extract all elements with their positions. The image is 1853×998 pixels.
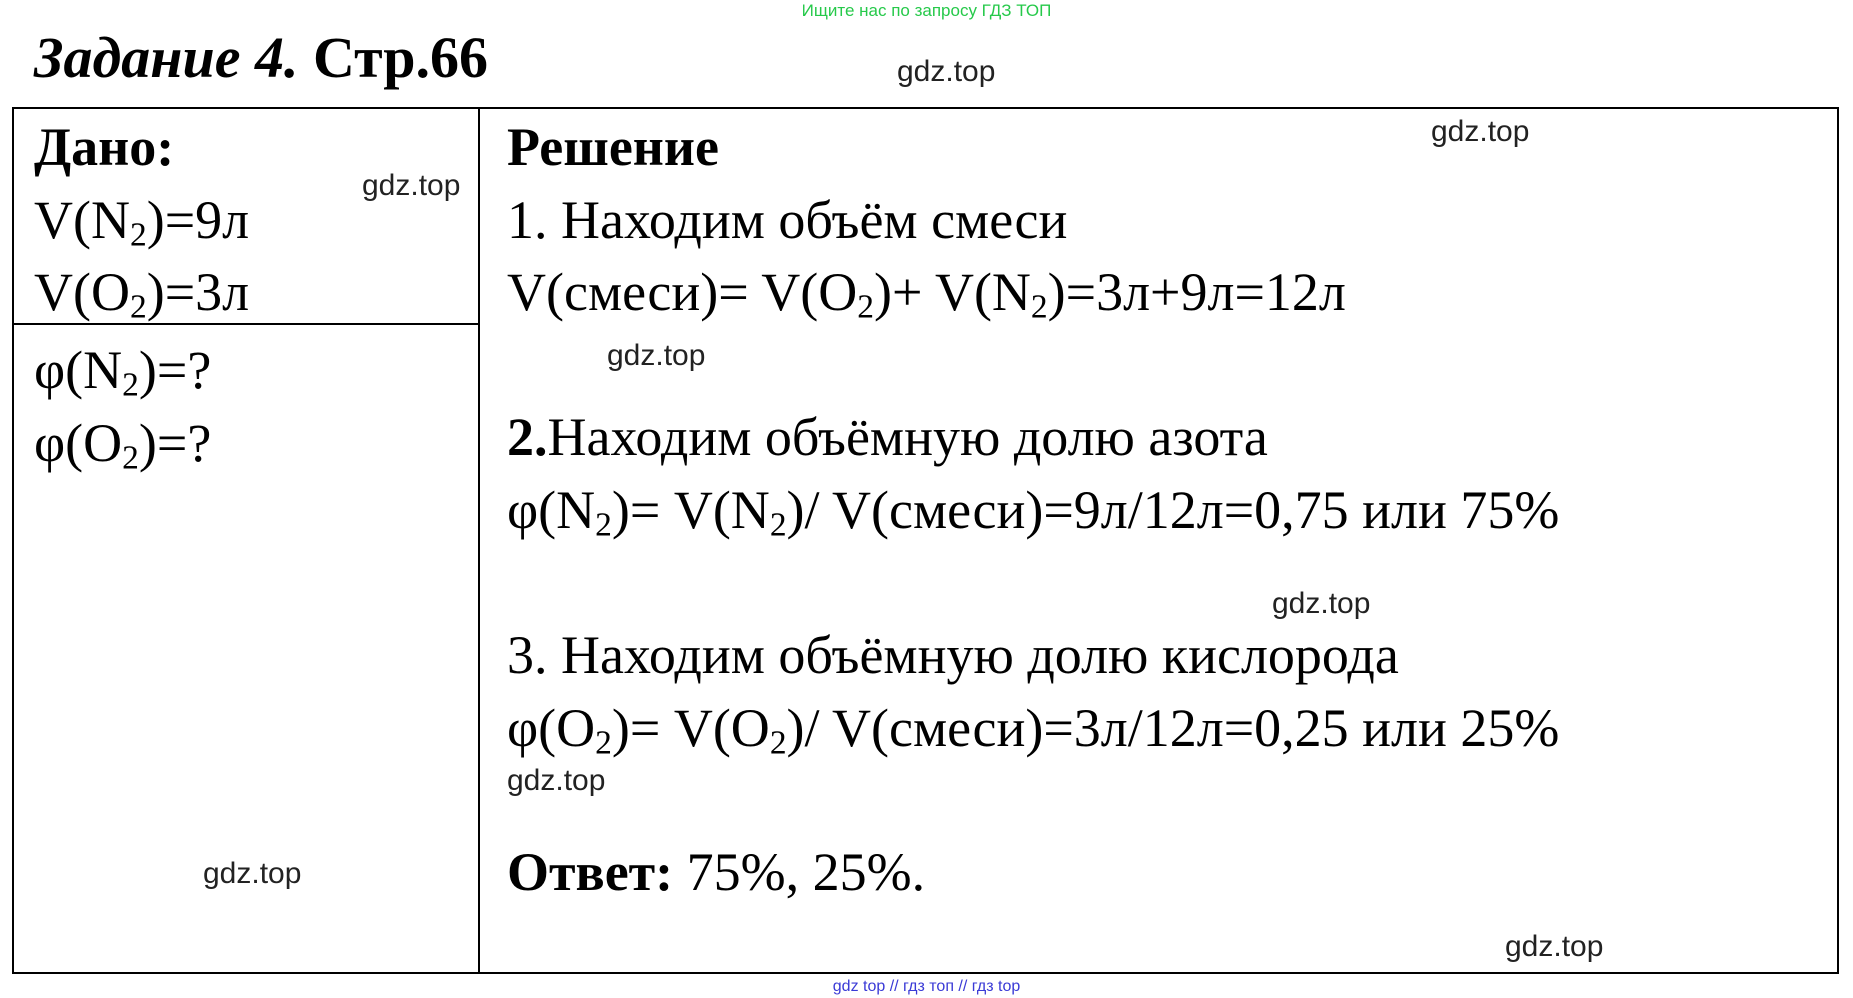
watermark: gdz.top <box>362 169 461 202</box>
find-item-o2: $\varphi(O_2)=$? <box>34 413 212 477</box>
bottom-banner: gdz top // гдз топ // гдз top <box>832 978 1021 995</box>
watermark: gdz.top <box>507 764 606 797</box>
solution-heading: Решение <box>507 117 719 177</box>
find-item-n2: $\varphi(N_2)=$? <box>34 340 212 404</box>
title-page: Стр.66 <box>312 25 489 90</box>
title-task: Задание 4. <box>34 25 299 90</box>
step2-number: 2. <box>507 407 548 467</box>
watermark: gdz.top <box>1272 587 1371 620</box>
watermark: gdz.top <box>1431 115 1530 148</box>
watermark: gdz.top <box>203 857 302 890</box>
watermark: gdz.top <box>607 339 706 372</box>
table-column-divider <box>478 107 480 974</box>
given-item-o2: $V(O_2)=3л$ <box>34 262 250 326</box>
top-banner: Ищите нас по запросу ГДЗ ТОП <box>801 1 1052 20</box>
step2-formula: $\varphi(N_2)= V(N_2)/$ V(смеси)=9л/12л=0,75 или 75% <box>507 480 1560 544</box>
answer <box>507 842 926 902</box>
given-heading: Дано: <box>34 117 175 177</box>
given-item-n2: $V(N_2)=9л$ <box>34 190 250 254</box>
step1-title: 1. Находим объём смеси <box>507 190 1068 250</box>
answer-label: Ответ: <box>507 842 674 902</box>
watermark: gdz.top <box>897 55 996 88</box>
step1-formula: V(смеси)= $V(O_2)+ V(N_2)=3л+9л=12л$ <box>507 262 1346 326</box>
given-find-divider <box>12 323 480 325</box>
step2-title: 2.Находим объёмную долю азота <box>507 407 1268 467</box>
step3-formula: $\varphi(O_2)= V(O_2)/$ V(смеси)=3л/12л=0,25 или 25% <box>507 698 1560 762</box>
watermark: gdz.top <box>1505 930 1604 963</box>
page-title <box>34 24 488 91</box>
step3-title: 3. Находим объёмную долю кислорода <box>507 625 1399 685</box>
answer-value: 75%, 25%. <box>673 842 926 902</box>
